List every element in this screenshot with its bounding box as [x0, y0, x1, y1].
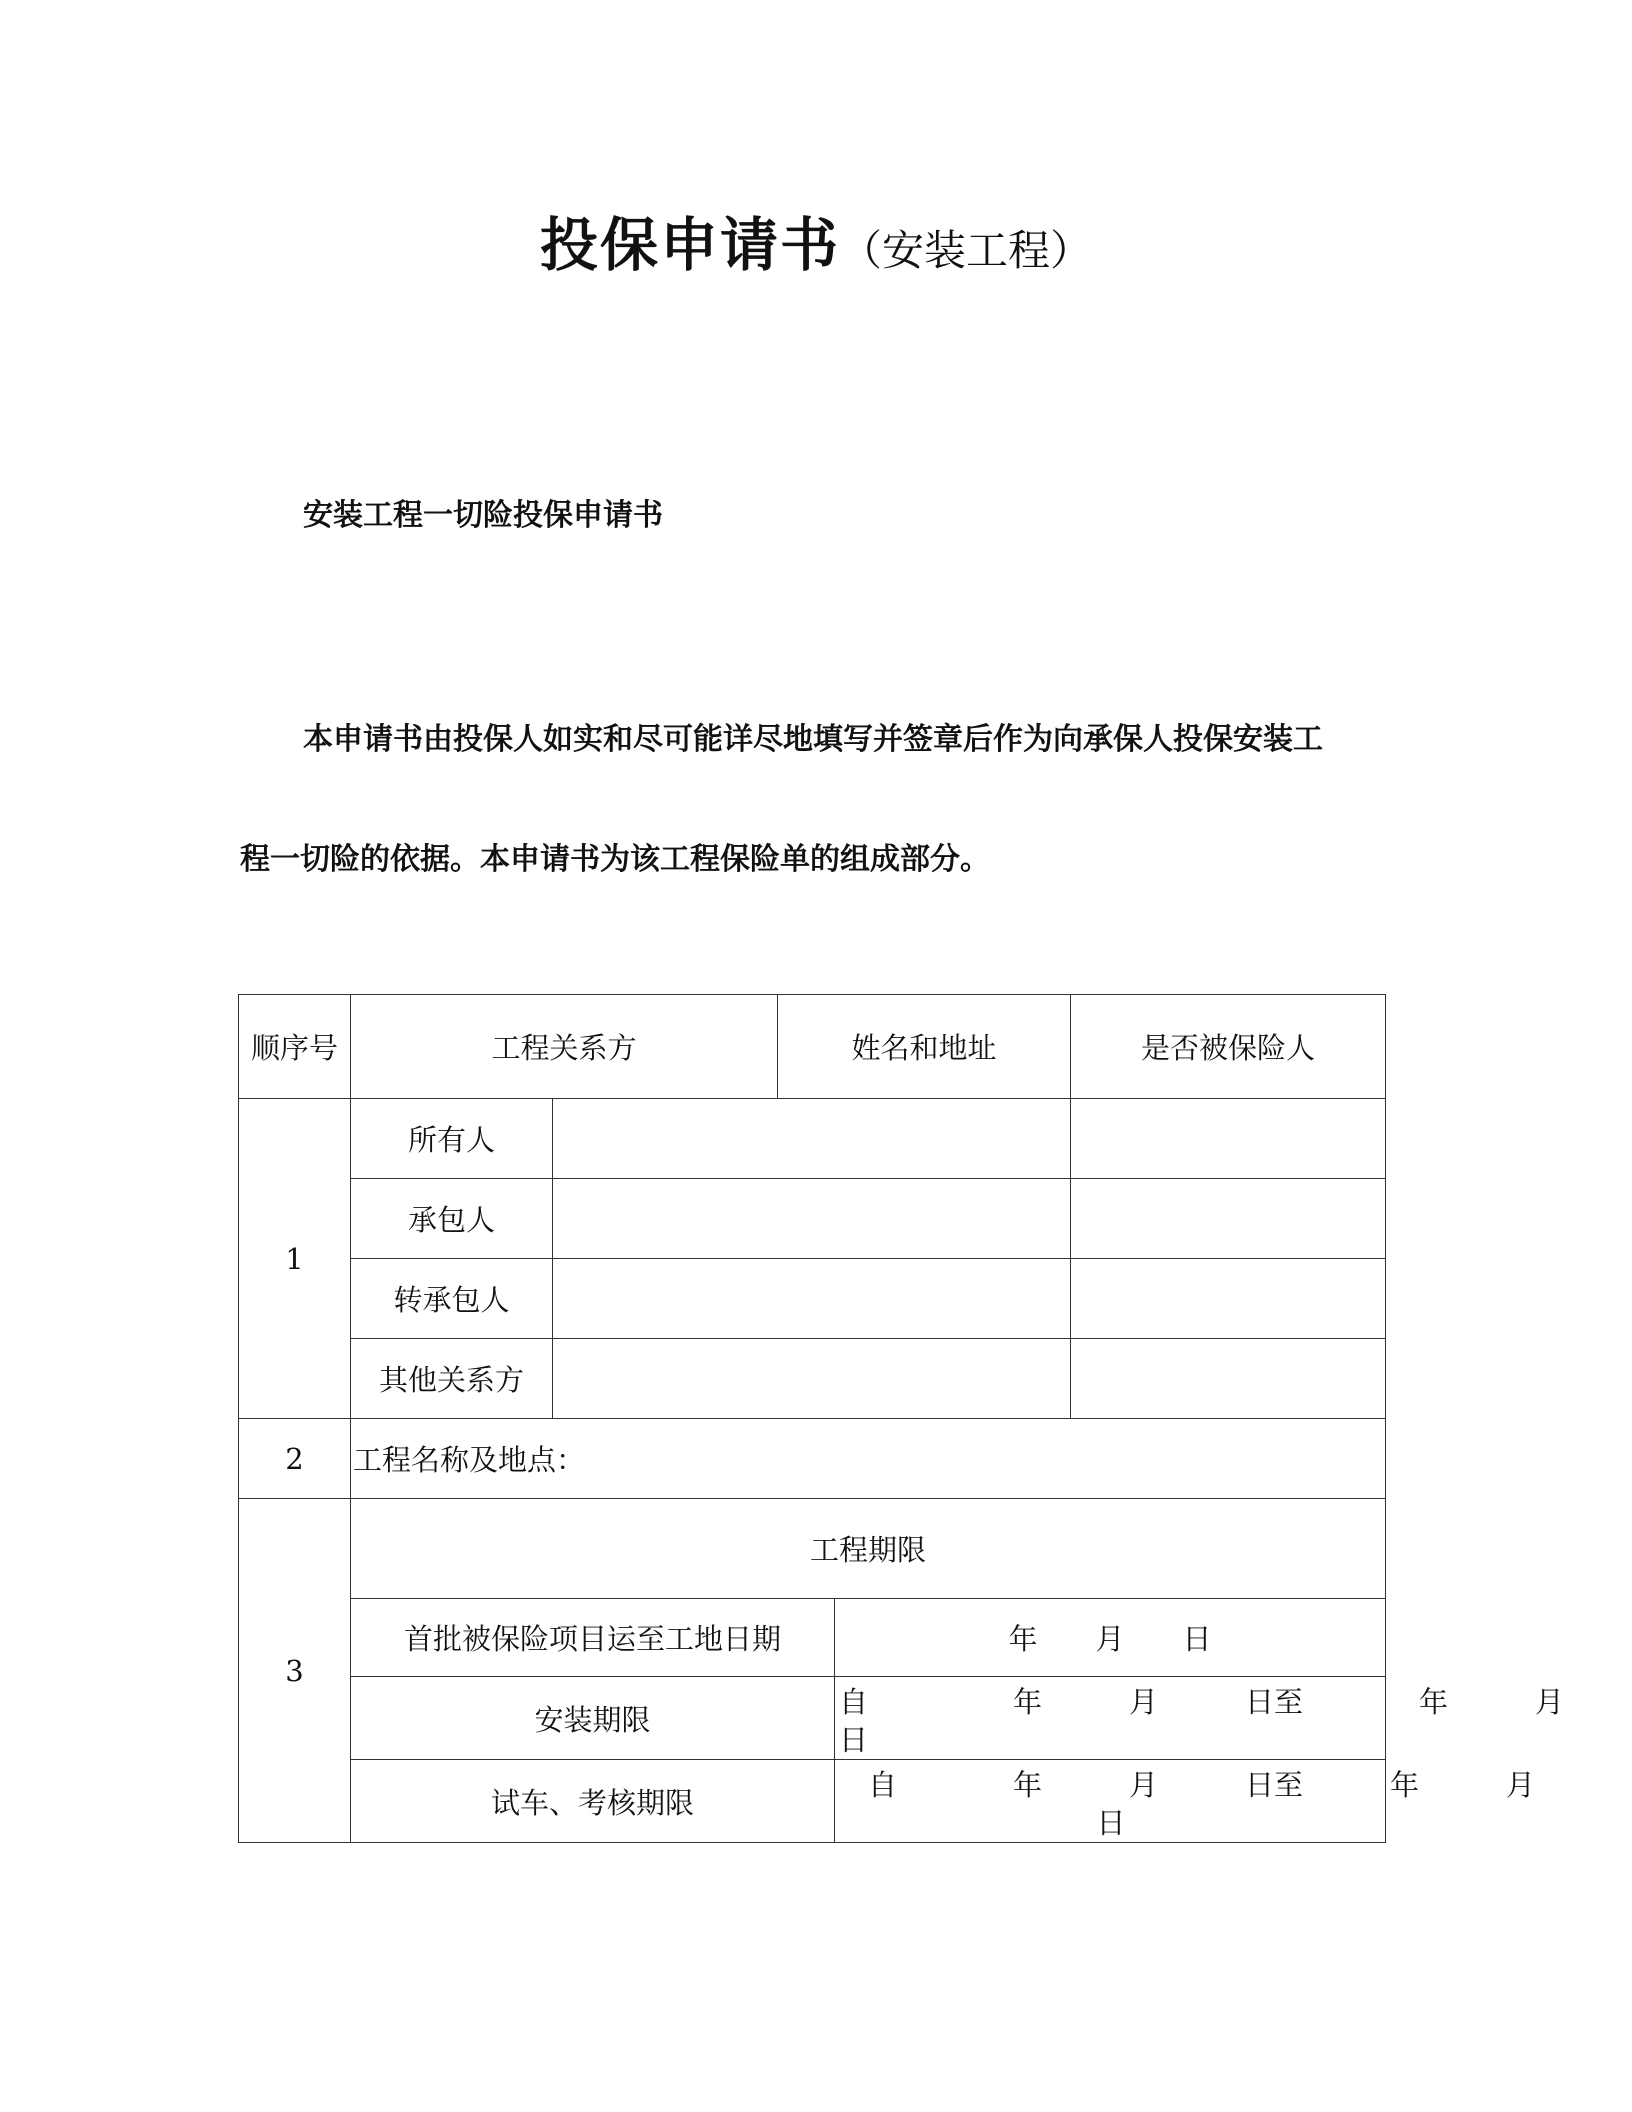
header-seq: 顺序号: [239, 995, 351, 1099]
table-row: [239, 1099, 1386, 1179]
first-batch-date-field[interactable]: 年 月 日: [835, 1599, 1386, 1677]
table-row: [239, 1499, 1386, 1599]
table-row: [239, 1419, 1386, 1499]
form-subtitle: 安装工程一切险投保申请书: [303, 498, 663, 533]
owner-insured-field[interactable]: [1071, 1099, 1386, 1179]
header-insured: 是否被保险人: [1071, 995, 1386, 1099]
install-period-line-2: 日: [839, 1723, 869, 1757]
subcontractor-name-address-field[interactable]: [553, 1259, 1071, 1339]
contractor-name-address-field[interactable]: [553, 1179, 1071, 1259]
table-row: [239, 1760, 1386, 1843]
table-row: [239, 1179, 1386, 1259]
document-title: [0, 198, 1632, 282]
party-other-label: 其他关系方: [351, 1339, 553, 1419]
install-period-line-1: 自 年 月 日至 年 月: [839, 1685, 1565, 1719]
intro-line-2: 程一切险的依据。本申请书为该工程保险单的组成部分。: [240, 842, 990, 877]
party-contractor-label: 承包人: [351, 1179, 553, 1259]
intro-paragraph: [240, 680, 1390, 920]
test-period-label: 试车、考核期限: [351, 1760, 835, 1843]
row1-seq: 1: [239, 1099, 351, 1419]
contractor-insured-field[interactable]: [1071, 1179, 1386, 1259]
party-owner-label: 所有人: [351, 1099, 553, 1179]
title-sub: （安装工程）: [840, 226, 1093, 275]
period-title: 工程期限: [351, 1499, 1386, 1599]
table-row: [239, 1677, 1386, 1760]
row2-seq: 2: [239, 1419, 351, 1499]
table-header-row: [239, 995, 1386, 1099]
title-main: 投保申请书: [539, 211, 840, 279]
project-name-location-field[interactable]: 工程名称及地点：: [351, 1419, 1386, 1499]
header-party: 工程关系方: [351, 995, 778, 1099]
install-period-field[interactable]: [835, 1677, 1565, 1760]
install-period-label: 安装期限: [351, 1677, 835, 1760]
test-period-line-1: 自 年 月 日至 年 月: [839, 1768, 1536, 1802]
table-row: [239, 1339, 1386, 1419]
party-subcontractor-label: 转承包人: [351, 1259, 553, 1339]
first-batch-label: 首批被保险项目运至工地日期: [351, 1599, 835, 1677]
intro-line-1: 本申请书由投保人如实和尽可能详尽地填写并签章后作为向承保人投保安装工: [303, 722, 1323, 757]
other-name-address-field[interactable]: [553, 1339, 1071, 1419]
other-insured-field[interactable]: [1071, 1339, 1386, 1419]
owner-name-address-field[interactable]: [553, 1099, 1071, 1179]
table-row: [239, 1259, 1386, 1339]
table-row: [239, 1599, 1386, 1677]
subcontractor-insured-field[interactable]: [1071, 1259, 1386, 1339]
application-table: [238, 994, 1565, 1843]
test-period-line-2: 日: [1096, 1806, 1126, 1840]
test-period-field[interactable]: [835, 1760, 1536, 1843]
row3-seq: 3: [239, 1499, 351, 1843]
header-name-address: 姓名和地址: [778, 995, 1071, 1099]
